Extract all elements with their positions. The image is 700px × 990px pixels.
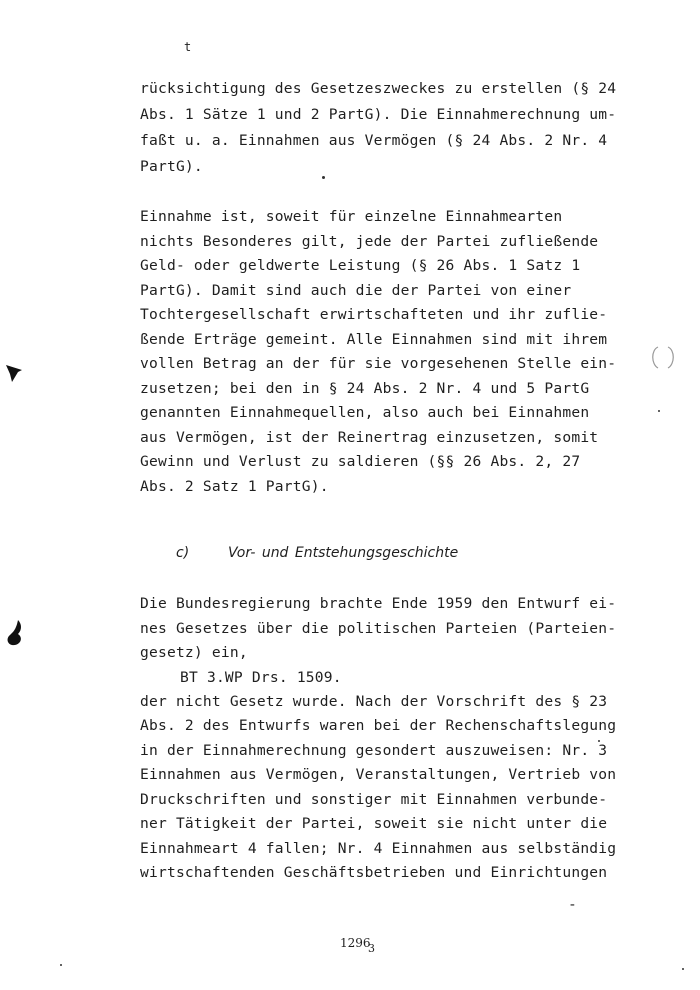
text-line: Geld- oder geldwerte Leistung (§ 26 Abs. 1 Satz 1 (140, 257, 581, 274)
punch-hole-icon (648, 344, 678, 372)
text-line: nes Gesetzes über die politischen Parteien (Parteien- (140, 620, 617, 637)
text-line: zusetzen; bei den in § 24 Abs. 2 Nr. 4 und 5 PartG (140, 380, 590, 397)
text-line: ner Tätigkeit der Partei, soweit sie nicht unter die (140, 815, 608, 832)
text-line: Tochtergesellschaft erwirtschafteten und ihr zuflie- (140, 306, 608, 323)
text-line: Abs. 2 des Entwurfs waren bei der Rechenschaftslegung (140, 717, 617, 734)
page-sub-number: 3 (368, 942, 375, 955)
text-line: PartG). (140, 158, 203, 175)
text-line: ßende Erträge gemeint. Alle Einnahmen sind mit ihrem (140, 331, 608, 348)
text-line: Einnahmen aus Vermögen, Veranstaltungen, Vertrieb von (140, 766, 617, 783)
text-line: gesetz) ein, (140, 644, 248, 661)
section-heading-title: Vor- und Entstehungsgeschichte (228, 545, 459, 561)
text-line: rücksichtigung des Gesetzeszweckes zu erstellen (§ 24 (140, 80, 617, 97)
section-heading-label: c) (176, 545, 190, 561)
text-line: Einnahmeart 4 fallen; Nr. 4 Einnahmen aus selbständig (140, 840, 617, 857)
text-line: vollen Betrag an der für sie vorgesehenen Stelle ein- (140, 355, 617, 372)
text-line: genannten Einnahmequellen, also auch bei Einnahmen (140, 404, 590, 421)
text-line: wirtschaftenden Geschäftsbetrieben und Einrichtungen (140, 864, 608, 881)
scan-speck (598, 740, 600, 742)
top-mark: t (184, 40, 192, 54)
text-line: Abs. 2 Satz 1 PartG). (140, 478, 329, 495)
continuation-mark: - (568, 896, 577, 913)
margin-mark-icon (4, 362, 26, 384)
text-line: der nicht Gesetz wurde. Nach der Vorschrift des § 23 (140, 693, 608, 710)
scan-speck (60, 964, 62, 966)
text-line: in der Einnahmerechnung gesondert auszuweisen: Nr. 3 (140, 742, 608, 759)
text-line: aus Vermögen, ist der Reinertrag einzusetzen, somit (140, 429, 599, 446)
text-line: faßt u. a. Einnahmen aus Vermögen (§ 24 Abs. 2 Nr. 4 (140, 132, 608, 149)
text-line: Gewinn und Verlust zu saldieren (§§ 26 Abs. 2, 27 (140, 453, 581, 470)
text-line: Abs. 1 Sätze 1 und 2 PartG). Die Einnahmerechnung um- (140, 106, 617, 123)
citation: BT 3.WP Drs. 1509. (180, 669, 342, 686)
text-line: Druckschriften und sonstiger mit Einnahmen verbunde- (140, 791, 608, 808)
scan-speck (682, 968, 684, 970)
scan-speck (322, 176, 325, 179)
text-line: nichts Besonderes gilt, jede der Partei zufließende (140, 233, 599, 250)
margin-mark-icon (4, 618, 26, 648)
text-line: Die Bundesregierung brachte Ende 1959 den Entwurf ei- (140, 595, 617, 612)
text-line: PartG). Damit sind auch die der Partei von einer (140, 282, 572, 299)
scan-speck (658, 410, 660, 412)
section-heading (176, 545, 458, 561)
page-number: 1296 (340, 936, 371, 950)
text-line: Einnahme ist, soweit für einzelne Einnahmearten (140, 208, 563, 225)
